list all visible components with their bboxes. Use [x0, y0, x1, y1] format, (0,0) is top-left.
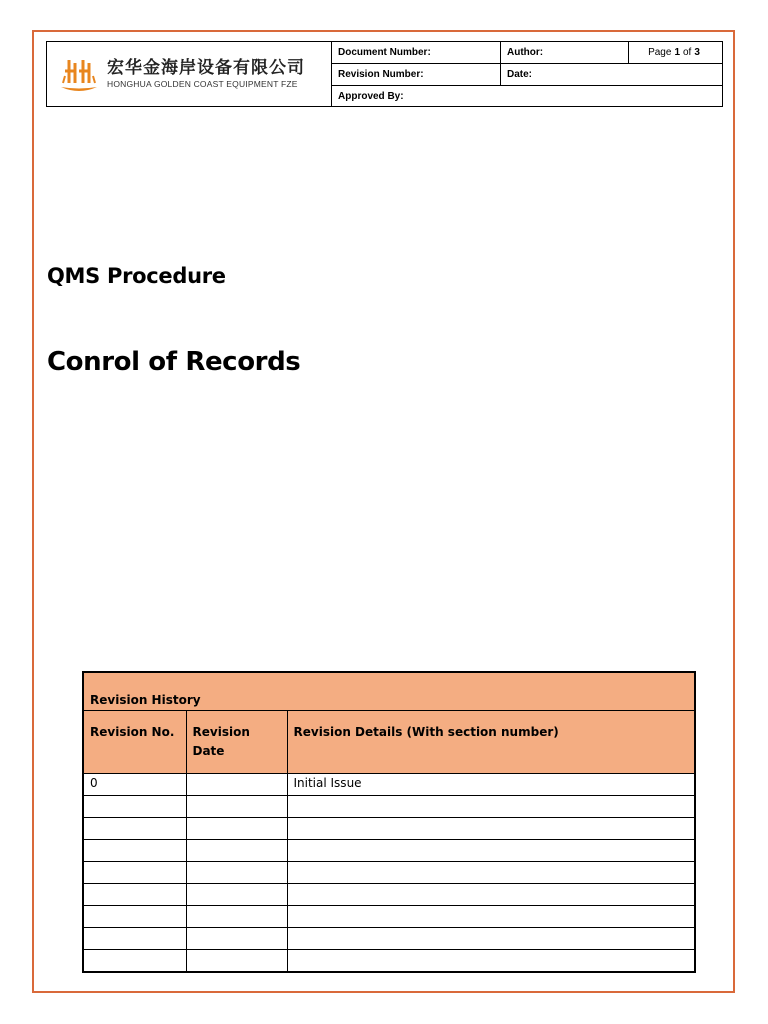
- table-cell: [287, 928, 695, 950]
- column-header-revision-no: Revision No.: [83, 711, 186, 774]
- table-cell: [186, 928, 287, 950]
- column-header-revision-date: Revision Date: [186, 711, 287, 774]
- table-cell: [83, 906, 186, 928]
- table-row: [83, 928, 695, 950]
- table-cell: [83, 884, 186, 906]
- revision-history-table: [82, 671, 696, 973]
- table-cell: [287, 906, 695, 928]
- table-cell: [83, 928, 186, 950]
- document-header: [46, 41, 723, 107]
- table-cell: [186, 840, 287, 862]
- table-cell: [83, 818, 186, 840]
- company-logo-icon: [57, 54, 101, 94]
- page-of: of: [683, 47, 692, 58]
- table-row: [83, 774, 695, 796]
- table-cell: [186, 950, 287, 973]
- table-cell: [186, 818, 287, 840]
- table-cell: [83, 796, 186, 818]
- table-row: [83, 906, 695, 928]
- table-cell: [287, 796, 695, 818]
- table-row: [83, 862, 695, 884]
- table-cell: [186, 906, 287, 928]
- table-cell: [287, 862, 695, 884]
- document-subtitle: QMS Procedure: [47, 264, 226, 288]
- company-logo: [47, 42, 332, 106]
- company-name-cn: 宏华金海岸设备有限公司: [107, 58, 305, 78]
- document-title: Conrol of Records: [47, 347, 301, 377]
- table-cell: [186, 862, 287, 884]
- approved-by-label: Approved By:: [338, 90, 404, 102]
- table-cell: [287, 840, 695, 862]
- revision-history-title: Revision History: [83, 672, 695, 711]
- author-label: Author:: [501, 42, 629, 64]
- table-cell: [287, 818, 695, 840]
- page-prefix: Page: [648, 47, 672, 58]
- document-info-grid: [332, 42, 722, 106]
- table-row: [83, 950, 695, 973]
- page-current: 1: [674, 47, 680, 58]
- table-cell: [186, 774, 287, 796]
- page-indicator: [629, 42, 722, 64]
- table-cell: [83, 950, 186, 973]
- page-total: 3: [694, 47, 700, 58]
- table-cell: [186, 796, 287, 818]
- table-cell: [287, 950, 695, 973]
- table-row: [83, 884, 695, 906]
- document-number-label: Document Number:: [332, 42, 501, 64]
- table-cell: 0: [83, 774, 186, 796]
- column-header-revision-details: Revision Details (With section number): [287, 711, 695, 774]
- table-row: [83, 840, 695, 862]
- company-name-en: HONGHUA GOLDEN COAST EQUIPMENT FZE: [107, 79, 298, 89]
- table-cell: [83, 840, 186, 862]
- table-cell: [186, 884, 287, 906]
- table-row: [83, 818, 695, 840]
- table-row: [83, 796, 695, 818]
- date-label: Date:: [501, 64, 722, 86]
- table-cell: [287, 884, 695, 906]
- revision-number-label: Revision Number:: [332, 64, 501, 86]
- table-cell: [83, 862, 186, 884]
- table-cell: Initial Issue: [287, 774, 695, 796]
